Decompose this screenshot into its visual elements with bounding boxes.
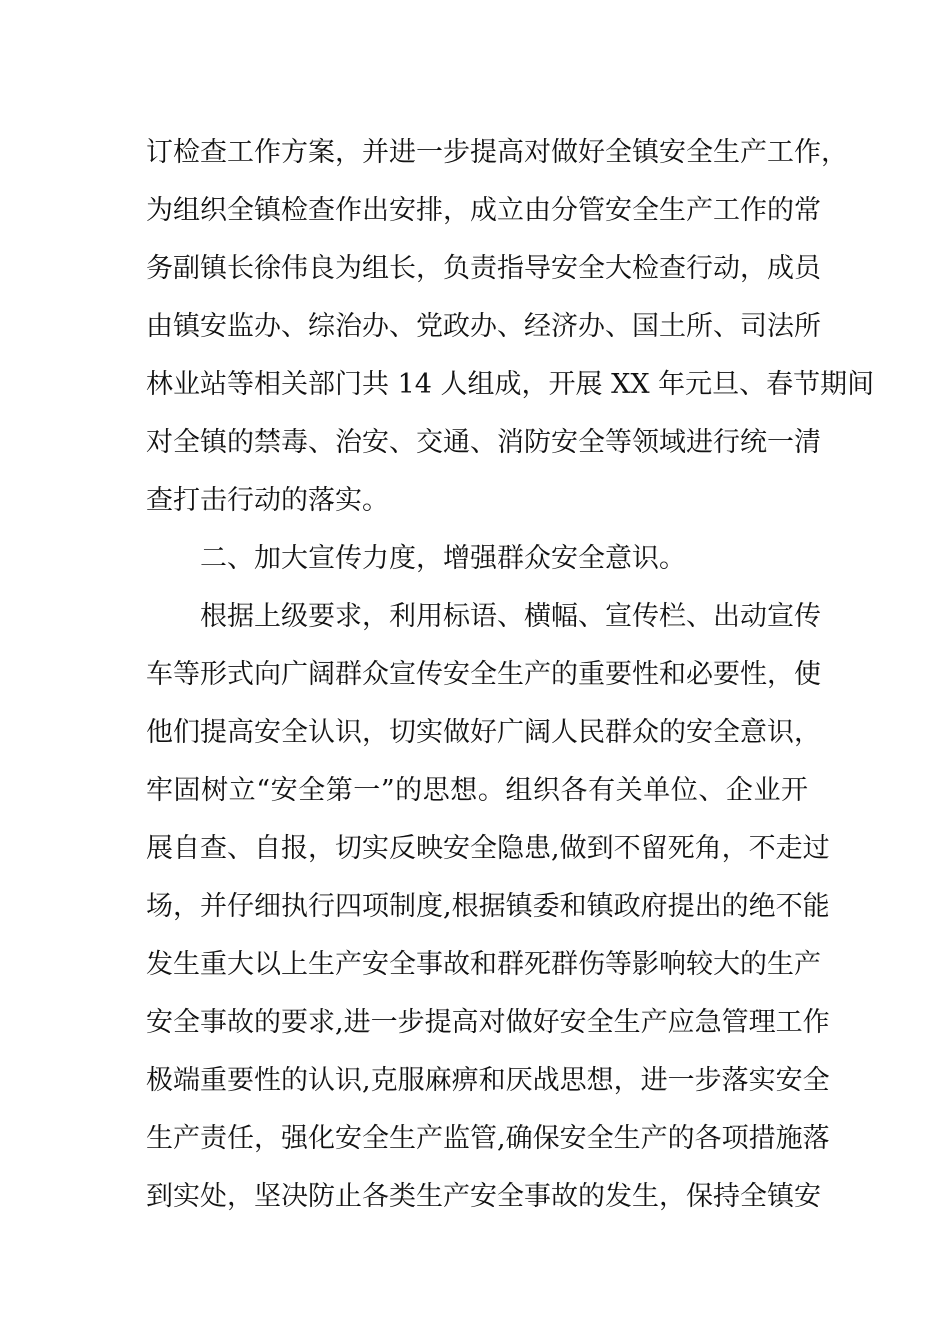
text-line-12: 牢固树立“安全第一”的思想。组织各有关单位、企业开 <box>146 775 808 806</box>
text-line-6: 对全镇的禁毒、治安、交通、消防安全等领域进行统一清 <box>146 427 821 458</box>
text-line-3: 务副镇长徐伟良为组长，负责指导安全大检查行动，成员 <box>146 253 821 284</box>
document-body <box>146 124 875 1226</box>
text-line-17: 极端重要性的认识,克服麻痹和厌战思想，进一步落实安全 <box>146 1065 830 1096</box>
text-line-19: 到实处，坚决防止各类生产安全事故的发生，保持全镇安 <box>146 1181 821 1212</box>
text-line-11: 他们提高安全认识，切实做好广阔人民群众的安全意识， <box>146 717 821 748</box>
text-line-7: 查打击行动的落实。 <box>146 485 389 516</box>
text-line-10: 车等形式向广阔群众宣传安全生产的重要性和必要性，使 <box>146 659 821 690</box>
text-line-18: 生产责任，强化安全生产监管,确保安全生产的各项措施落 <box>146 1123 830 1154</box>
text-line-1: 订检查工作方案，并进一步提高对做好全镇安全生产工作， <box>146 137 848 168</box>
text-line-16: 安全事故的要求,进一步提高对做好安全生产应急管理工作 <box>146 1007 830 1038</box>
text-line-15: 发生重大以上生产安全事故和群死群伤等影响较大的生产 <box>146 949 821 980</box>
section-heading: 二、加大宣传力度，增强群众安全意识。 <box>200 543 686 574</box>
text-line-5: 林业站等相关部门共 14 人组成，开展 XX 年元旦、春节期间 <box>146 369 875 400</box>
text-line-9: 根据上级要求，利用标语、横幅、宣传栏、出动宣传 <box>200 601 821 632</box>
text-line-13: 展自查、自报，切实反映安全隐患,做到不留死角，不走过 <box>146 833 830 864</box>
text-line-14: 场，并仔细执行四项制度,根据镇委和镇政府提出的绝不能 <box>146 891 830 922</box>
text-line-2: 为组织全镇检查作出安排，成立由分管安全生产工作的常 <box>146 195 821 226</box>
text-line-4: 由镇安监办、综治办、党政办、经济办、国土所、司法所 <box>146 311 821 342</box>
